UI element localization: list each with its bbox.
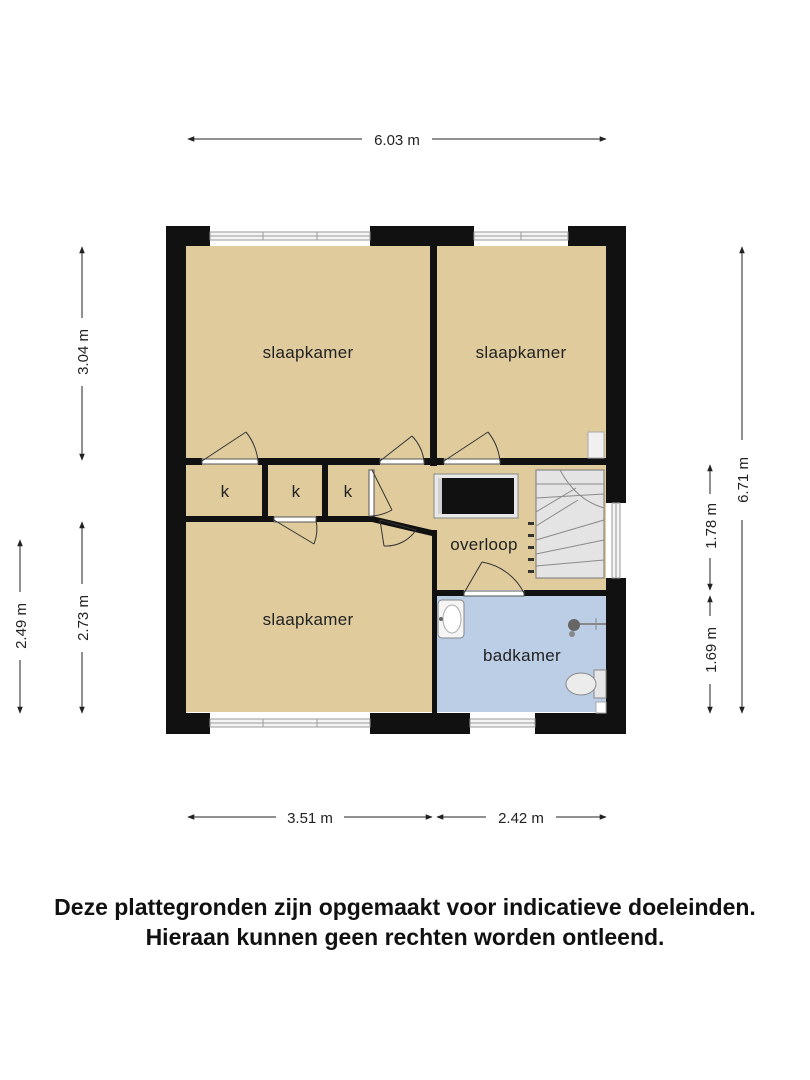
label-landing: overloop xyxy=(450,535,518,554)
dim-bottom-right-width: 2.42 m xyxy=(498,810,544,827)
dim-left-upper-height: 3.04 m xyxy=(75,329,92,375)
label-closet-1: k xyxy=(220,482,230,501)
dim-right-total-height: 6.71 m xyxy=(735,457,752,503)
dim-left-lower-inner-height: 2.73 m xyxy=(75,595,92,641)
dim-top-width: 6.03 m xyxy=(374,132,420,149)
label-bedroom-top-left: slaapkamer xyxy=(262,343,354,362)
dim-left-lower-outer-height: 2.49 m xyxy=(13,603,30,649)
bathroom-corner xyxy=(596,702,606,713)
label-bathroom: badkamer xyxy=(483,646,561,665)
dim-right-upper-height: 1.78 m xyxy=(703,503,720,549)
disclaimer-line-2: Hieraan kunnen geen rechten worden ontleend. xyxy=(145,924,665,950)
label-bedroom-bottom: slaapkamer xyxy=(262,610,354,629)
disclaimer xyxy=(0,892,810,952)
label-bedroom-top-right: slaapkamer xyxy=(475,343,567,362)
disclaimer-line-1: Deze plattegronden zijn opgemaakt voor indicatieve doeleinden. xyxy=(54,894,756,920)
sink-icon xyxy=(438,600,464,638)
dim-right-lower-height: 1.69 m xyxy=(703,627,720,673)
dim-bottom-left-width: 3.51 m xyxy=(287,810,333,827)
hatch-icon xyxy=(434,474,518,518)
label-closet-3: k xyxy=(343,482,353,501)
label-closet-2: k xyxy=(291,482,301,501)
